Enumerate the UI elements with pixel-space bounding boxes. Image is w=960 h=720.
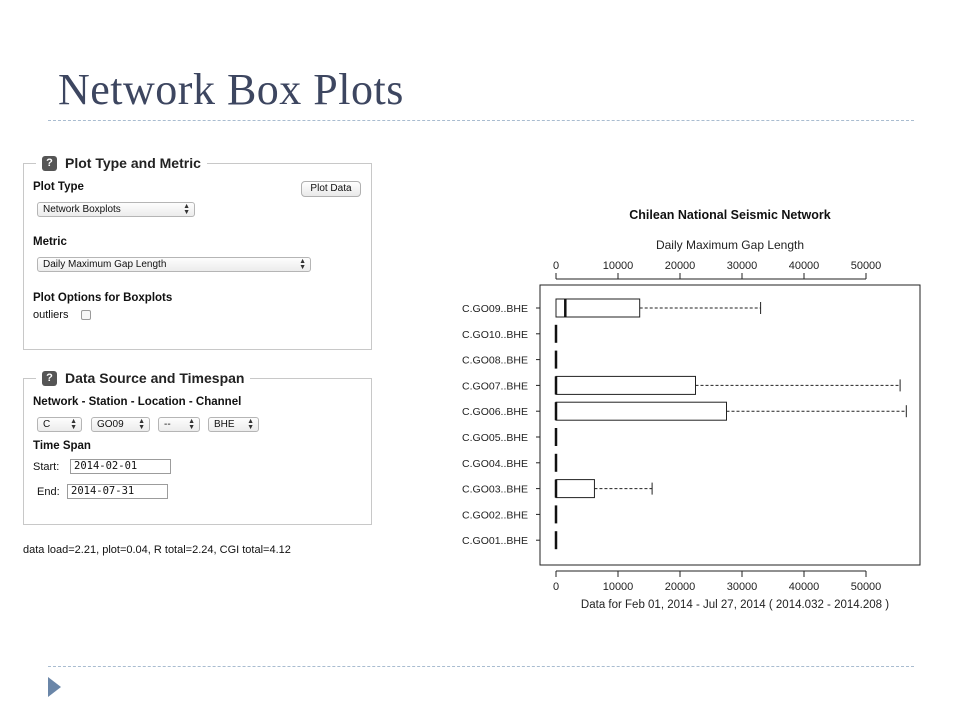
category-label: C.GO01..BHE [462, 535, 528, 548]
bottom-tick-label: 30000 [726, 581, 758, 593]
chart-subtitle: Daily Maximum Gap Length [655, 238, 805, 252]
box-rect [556, 480, 594, 498]
end-label: End: [37, 486, 60, 498]
slide-title: Network Box Plots [58, 65, 404, 114]
top-tick-label: 0 [552, 260, 560, 272]
plot-type-label: Plot Type [33, 181, 84, 193]
select-arrows-icon: ▲ ▼ [299, 258, 306, 271]
question-icon[interactable]: ? [42, 371, 57, 386]
category-labels [462, 303, 540, 547]
plot-options-label: Plot Options for Boxplots [33, 292, 173, 304]
chart-title: Chilean National Seismic Network [629, 208, 831, 222]
plot-data-button[interactable] [301, 181, 361, 197]
box-C.GO06..BHE [556, 402, 906, 420]
title-divider [48, 120, 914, 121]
category-label: C.GO05..BHE [462, 432, 528, 444]
box-C.GO03..BHE [556, 480, 652, 498]
timing-info: data load=2.21, plot=0.04, R total=2.24, CGI total=4.12 [23, 544, 291, 556]
data-source-legend-text: Data Source and Timespan [65, 370, 245, 386]
box-rect [556, 376, 696, 394]
channel-select-value: BHE [214, 419, 235, 430]
chart-xlabel: Data for Feb 01, 2014 - Jul 27, 2014 ( 2014.032 - 2014.208 ) [580, 599, 890, 611]
next-slide-arrow-icon[interactable] [48, 677, 61, 697]
top-tick-label: 20000 [664, 260, 696, 272]
top-tick-label: 10000 [602, 260, 634, 272]
metric-label: Metric [33, 236, 67, 248]
end-date-input[interactable]: 2014-07-31 [67, 484, 168, 499]
plot-type-panel [23, 155, 372, 350]
category-label: C.GO04..BHE [462, 457, 528, 470]
category-label: C.GO09..BHE [462, 303, 528, 315]
plot-frame [540, 285, 920, 565]
top-tick-label: 40000 [788, 260, 820, 272]
metric-select[interactable] [37, 257, 311, 272]
select-arrows-icon: ▲ ▼ [70, 418, 77, 431]
category-label: C.GO08..BHE [462, 354, 528, 367]
bottom-tick-label: 0 [552, 581, 560, 593]
location-select-value: -- [164, 419, 171, 430]
plot-type-legend-text: Plot Type and Metric [65, 155, 201, 171]
data-source-legend [36, 368, 250, 388]
network-select-value: C [43, 419, 51, 430]
boxes-group [556, 299, 906, 549]
plot-data-button-label: Plot Data [310, 183, 352, 194]
outliers-label: outliers [33, 309, 69, 321]
bottom-tick-label: 10000 [602, 581, 634, 593]
box-rect [556, 299, 640, 317]
top-tick-label: 50000 [850, 260, 882, 272]
top-tick-label: 30000 [726, 260, 758, 272]
metric-select-value: Daily Maximum Gap Length [43, 259, 167, 270]
category-label: C.GO02..BHE [462, 509, 528, 522]
outliers-checkbox[interactable] [81, 310, 91, 320]
box-rect [556, 402, 727, 420]
bottom-axis [553, 571, 881, 593]
bottom-tick-label: 40000 [788, 581, 820, 593]
plot-type-legend [36, 153, 207, 173]
select-arrows-icon: ▲ ▼ [188, 418, 195, 431]
category-label: C.GO10..BHE [462, 328, 528, 341]
category-label: C.GO06..BHE [462, 406, 528, 419]
box-C.GO09..BHE [556, 299, 761, 317]
select-arrows-icon: ▲ ▼ [138, 418, 145, 431]
question-icon[interactable]: ? [42, 156, 57, 171]
network-select[interactable] [37, 417, 82, 432]
boxplot-chart [440, 195, 930, 625]
start-date-input[interactable]: 2014-02-01 [70, 459, 171, 474]
bottom-tick-label: 50000 [850, 581, 882, 593]
plot-type-select-value: Network Boxplots [43, 204, 121, 215]
nslc-label: Network - Station - Location - Channel [33, 396, 242, 408]
box-C.GO07..BHE [556, 376, 900, 394]
station-select-value: GO09 [97, 419, 124, 430]
location-select[interactable] [158, 417, 200, 432]
plot-type-select[interactable] [37, 202, 195, 217]
top-axis [553, 260, 881, 279]
station-select[interactable] [91, 417, 150, 432]
category-label: C.GO03..BHE [462, 483, 528, 496]
timespan-label: Time Span [33, 440, 91, 452]
channel-select[interactable] [208, 417, 259, 432]
bottom-tick-label: 20000 [664, 581, 696, 593]
category-label: C.GO07..BHE [462, 380, 528, 393]
select-arrows-icon: ▲ ▼ [183, 203, 190, 216]
select-arrows-icon: ▲ ▼ [247, 418, 254, 431]
data-source-panel [23, 370, 372, 525]
footer-divider [48, 666, 914, 667]
start-label: Start: [33, 461, 60, 473]
